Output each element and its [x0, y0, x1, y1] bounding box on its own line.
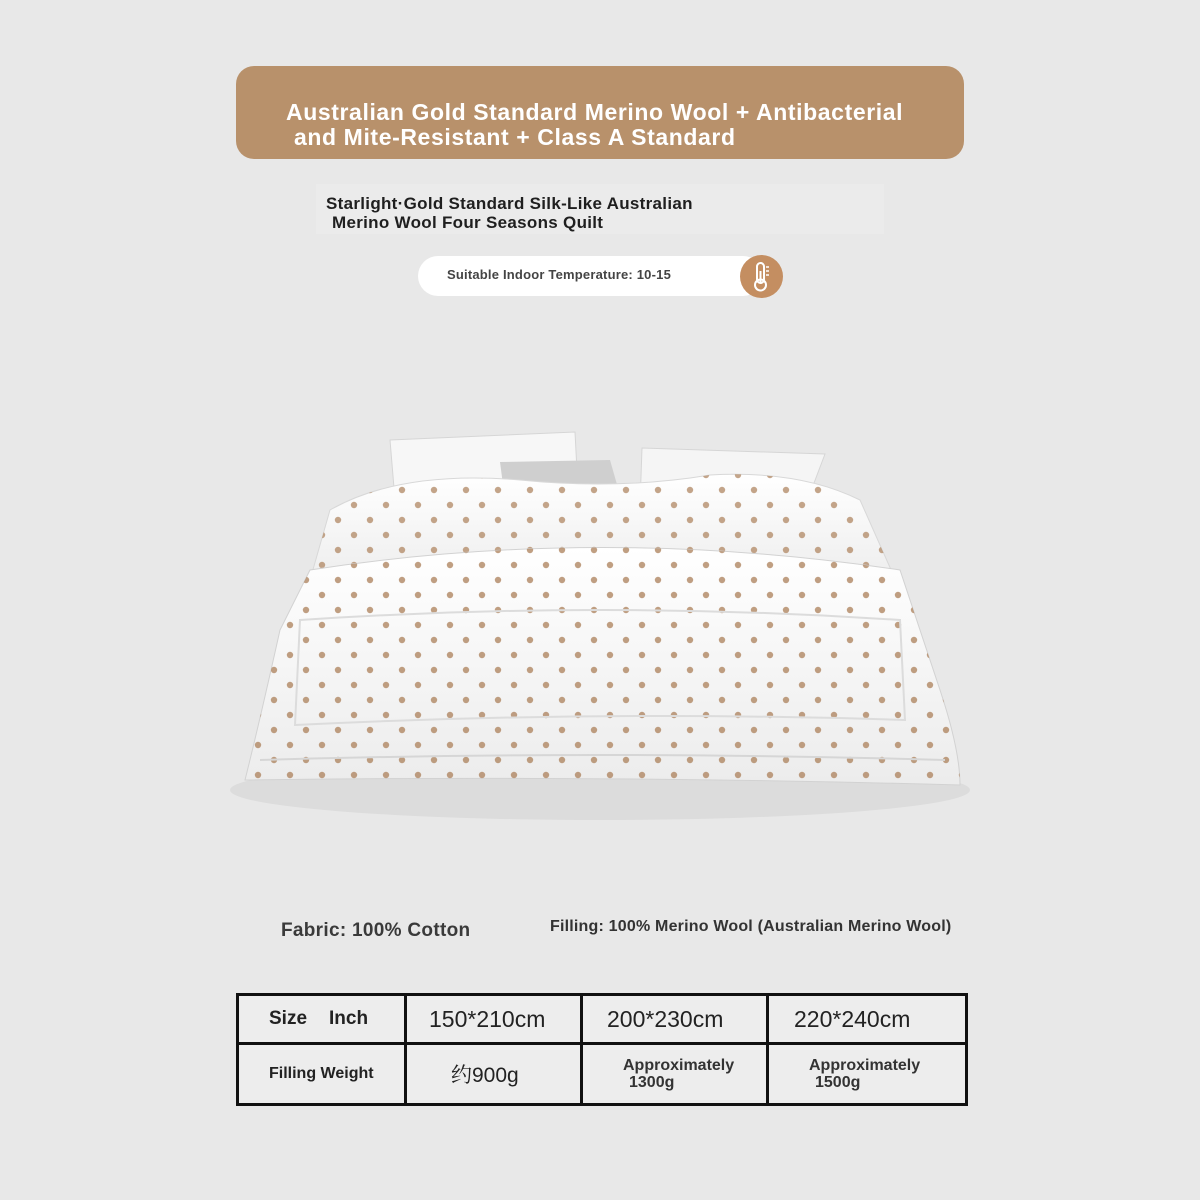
product-title: [326, 194, 693, 232]
weight-cell: [406, 1044, 582, 1105]
size-inch-header: [238, 995, 406, 1044]
product-title-line1: Starlight·Gold Standard Silk-Like Australian: [326, 194, 693, 213]
weight-value-line2: 1500g: [815, 1074, 861, 1092]
banner-title: [286, 100, 1026, 150]
temperature-label: Suitable Indoor Temperature: 10-15: [447, 267, 671, 282]
weight-value-line1: Approximately: [809, 1057, 921, 1075]
weight-value-line2: 1300g: [629, 1074, 675, 1092]
size-header: Size: [269, 1008, 308, 1030]
table-row: [238, 995, 967, 1044]
size-cell: [582, 995, 768, 1044]
filling-weight-label: Filling Weight: [238, 1044, 406, 1105]
quilt-photo: [200, 420, 1000, 840]
product-title-line2: Merino Wool Four Seasons Quilt: [332, 213, 604, 232]
weight-value: 约900g: [451, 1064, 519, 1088]
weight-value-line1: Approximately: [623, 1057, 735, 1075]
banner-title-line2: and Mite-Resistant + Class A Standard: [294, 124, 736, 150]
weight-cell: [768, 1044, 967, 1105]
size-table: [236, 993, 968, 1106]
size-cell: [768, 995, 967, 1044]
fabric-spec: Fabric: 100% Cotton: [281, 920, 471, 941]
filling-spec: Filling: 100% Merino Wool (Australian Merino Wool): [550, 918, 952, 935]
thermometer-icon: [740, 255, 783, 298]
banner-title-line1: Australian Gold Standard Merino Wool + Antibacterial: [286, 99, 904, 125]
inch-header: Inch: [329, 1008, 369, 1030]
table-row: [238, 1044, 967, 1105]
size-value: 200*230cm: [607, 1005, 724, 1032]
size-value: 150*210cm: [429, 1005, 546, 1032]
size-cell: [406, 995, 582, 1044]
weight-cell: [582, 1044, 768, 1105]
size-value: 220*240cm: [794, 1005, 911, 1032]
